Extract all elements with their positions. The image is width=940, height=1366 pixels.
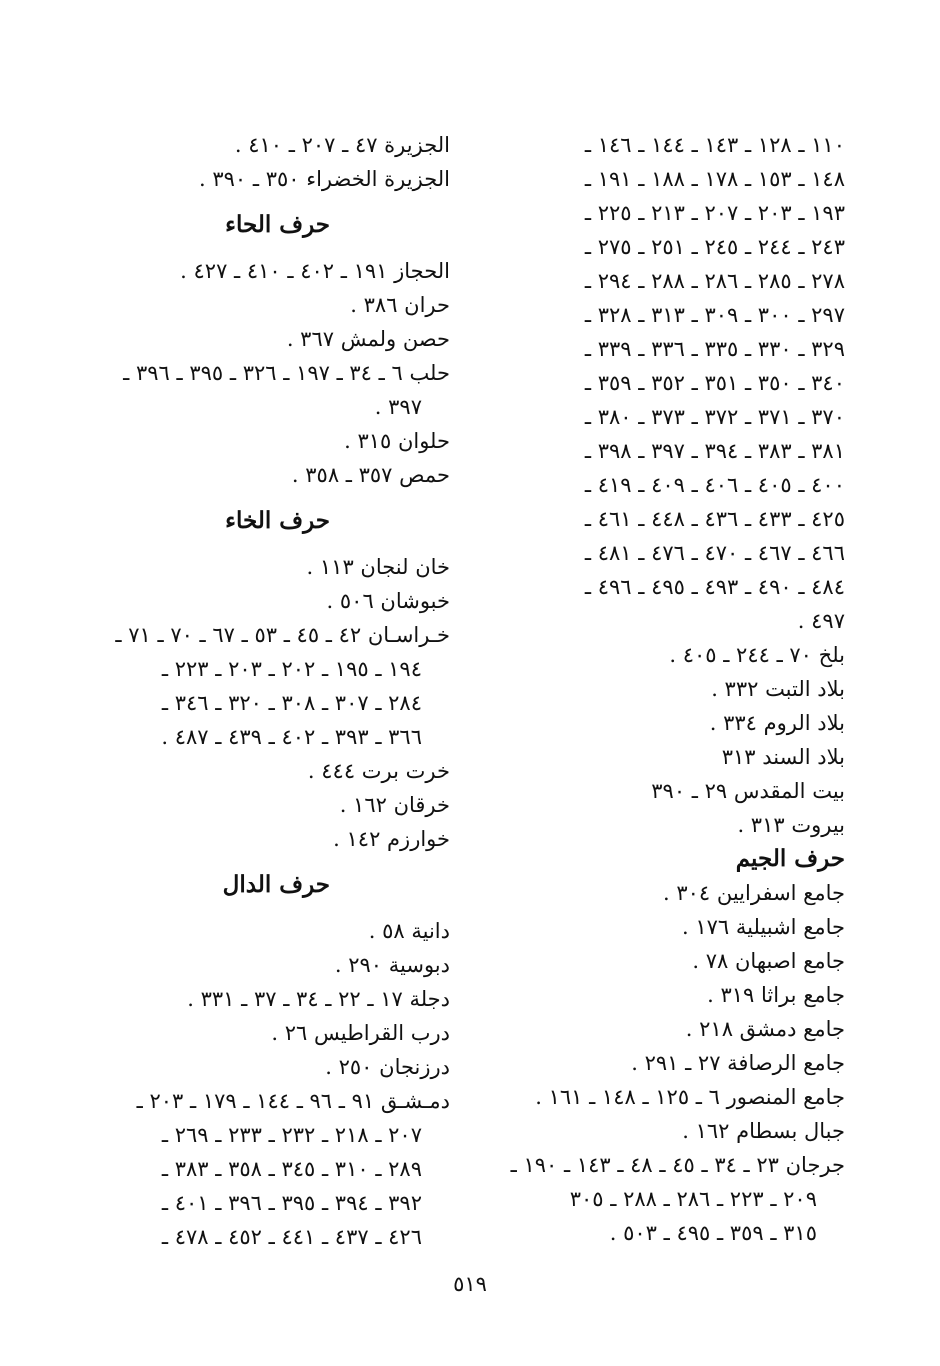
index-entry: جامع المنصور ٦ ـ ١٢٥ ـ ١٤٨ ـ ١٦١ .: [535, 1085, 845, 1109]
index-entry: جامع اسفرايين ٣٠٤ .: [662, 881, 845, 905]
index-entry: درزنجان ٢٥٠ .: [325, 1055, 450, 1079]
page-number: ٥١٩: [453, 1272, 487, 1296]
index-entry: دمـشـق ٩١ ـ ٩٦ ـ ١٤٤ ـ ١٧٩ ـ ٢٠٣ ـ: [136, 1089, 450, 1113]
index-entry-continuation: ١١٠ ـ ١٢٨ ـ ١٤٣ ـ ١٤٤ ـ ١٤٦ ـ: [584, 133, 845, 157]
index-entry-continuation: ٢٩٧ ـ ٣٠٠ ـ ٣٠٩ ـ ٣١٣ ـ ٣٢٨ ـ: [584, 303, 845, 327]
index-entry-continuation: ٤٢٥ ـ ٤٣٣ ـ ٤٣٦ ـ ٤٤٨ ـ ٤٦١ ـ: [584, 507, 845, 531]
index-column-left: [90, 128, 450, 1254]
index-entry: بيت المقدس ٢٩ ـ ٣٩٠: [651, 779, 845, 803]
section-heading-dal: حرف الدال: [222, 871, 330, 898]
index-column-right: [485, 128, 845, 1250]
index-entry: دانية ٥٨ .: [368, 919, 450, 943]
index-entry: الجزيرة ٤٧ ـ ٢٠٧ ـ ٤١٠ .: [234, 133, 450, 157]
index-entry: خرت برت ٤٤٤ .: [307, 759, 450, 783]
index-entry: بلاد السند ٣١٣: [721, 745, 845, 769]
index-entry: جرجان ٢٣ ـ ٣٤ ـ ٤٥ ـ ٤٨ ـ ١٤٣ ـ ١٩٠ ـ: [510, 1153, 845, 1177]
index-entry: خبوشان ٥٠٦ .: [326, 589, 450, 613]
index-entry-continuation: ١٤٨ ـ ١٥٣ ـ ١٧٨ ـ ١٨٨ ـ ١٩١ ـ: [584, 167, 845, 191]
index-entry: دجلة ١٧ ـ ٢٢ ـ ٣٤ ـ ٣٧ ـ ٣٣١ .: [187, 987, 450, 1011]
index-entry: جامع براثا ٣١٩ .: [707, 983, 845, 1007]
index-entry: الحجاز ١٩١ ـ ٤٠٢ ـ ٤١٠ ـ ٤٢٧ .: [180, 259, 450, 283]
index-entry: جامع دمشق ٢١٨ .: [685, 1017, 845, 1041]
index-entry-continuation: ٢٨٤ ـ ٣٠٧ ـ ٣٠٨ ـ ٣٢٠ ـ ٣٤٦ ـ: [161, 691, 422, 715]
index-entry-continuation: ٤٨٤ ـ ٤٩٠ ـ ٤٩٣ ـ ٤٩٥ ـ ٤٩٦ ـ: [584, 575, 845, 599]
index-entry: حلب ٦ ـ ٣٤ ـ ١٩٧ ـ ٣٢٦ ـ ٣٩٥ ـ ٣٩٦ ـ: [123, 361, 450, 385]
index-entry-continuation: ٣١٥ ـ ٣٥٩ ـ ٤٩٥ ـ ٥٠٣ .: [609, 1221, 817, 1245]
index-entry: حمص ٣٥٧ ـ ٣٥٨ .: [291, 463, 450, 487]
index-entry-continuation: ١٩٣ ـ ٢٠٣ ـ ٢٠٧ ـ ٢١٣ ـ ٢٢٥ ـ: [584, 201, 845, 225]
index-entry: جامع اصبهان ٧٨ .: [692, 949, 845, 973]
index-entry-continuation: ٣٦٦ ـ ٣٩٣ ـ ٤٠٢ ـ ٤٣٩ ـ ٤٨٧ .: [161, 725, 422, 749]
index-entry-continuation: ٢٠٧ ـ ٢١٨ ـ ٢٣٢ ـ ٢٣٣ ـ ٢٦٩ ـ: [161, 1123, 422, 1147]
index-entry: بلاد الروم ٣٣٤ .: [709, 711, 845, 735]
index-entry-continuation: ٣٩٧ .: [374, 395, 422, 419]
index-entry: بيروت ٣١٣ .: [737, 813, 845, 837]
index-entry: حصن ولمش ٣٦٧ .: [286, 327, 450, 351]
index-entry: خـراسـان ٤٢ ـ ٤٥ ـ ٥٣ ـ ٦٧ ـ ٧٠ ـ ٧١ ـ: [115, 623, 450, 647]
index-entry: خان لنجان ١١٣ .: [306, 555, 450, 579]
index-entry-continuation: ٤٢٦ ـ ٤٣٧ ـ ٤٤١ ـ ٤٥٢ ـ ٤٧٨ ـ: [161, 1225, 422, 1249]
index-entry: جامع اشبيلية ١٧٦ .: [681, 915, 845, 939]
index-entry-continuation: ٤٩٧ .: [797, 609, 845, 633]
section-heading-kha: حرف الخاء: [225, 507, 330, 534]
section-heading-ha: حرف الحاء: [225, 211, 330, 238]
index-entry-continuation: ٣٨١ ـ ٣٨٣ ـ ٣٩٤ ـ ٣٩٧ ـ ٣٩٨ ـ: [584, 439, 845, 463]
index-entry-continuation: ٣٤٠ ـ ٣٥٠ ـ ٣٥١ ـ ٣٥٢ ـ ٣٥٩ ـ: [584, 371, 845, 395]
section-heading-jim: حرف الجيم: [735, 845, 845, 872]
index-entry-continuation: ٢٤٣ ـ ٢٤٤ ـ ٢٤٥ ـ ٢٥١ ـ ٢٧٥ ـ: [584, 235, 845, 259]
index-entry-continuation: ٤٦٦ ـ ٤٦٧ ـ ٤٧٠ ـ ٤٧٦ ـ ٤٨١ ـ: [584, 541, 845, 565]
index-entry: بلاد التبت ٣٣٢ .: [711, 677, 845, 701]
index-entry: جبال بسطام ١٦٢ .: [682, 1119, 845, 1143]
index-entry: حران ٣٨٦ .: [350, 293, 450, 317]
index-entry-continuation: ٣٧٠ ـ ٣٧١ ـ ٣٧٢ ـ ٣٧٣ ـ ٣٨٠ ـ: [584, 405, 845, 429]
index-entry-continuation: ١٩٤ ـ ١٩٥ ـ ٢٠٢ ـ ٢٠٣ ـ ٢٢٣ ـ: [161, 657, 422, 681]
index-entry-continuation: ٣٢٩ ـ ٣٣٠ ـ ٣٣٥ ـ ٣٣٦ ـ ٣٣٩ ـ: [584, 337, 845, 361]
index-entry: درب القراطيس ٢٦ .: [271, 1021, 450, 1045]
index-entry: حلوان ٣١٥ .: [344, 429, 450, 453]
index-entry-continuation: ٣٩٢ ـ ٣٩٤ ـ ٣٩٥ ـ ٣٩٦ ـ ٤٠١ ـ: [161, 1191, 422, 1215]
index-entry-continuation: ٢٧٨ ـ ٢٨٥ ـ ٢٨٦ ـ ٢٨٨ ـ ٢٩٤ ـ: [584, 269, 845, 293]
index-entry: خرقان ١٦٢ .: [339, 793, 450, 817]
index-entry: جامع الرصافة ٢٧ ـ ٢٩١ .: [631, 1051, 845, 1075]
index-entry: دبوسية ٢٩٠ .: [334, 953, 450, 977]
index-entry: خوارزم ١٤٢ .: [333, 827, 450, 851]
index-entry-continuation: ٤٠٠ ـ ٤٠٥ ـ ٤٠٦ ـ ٤٠٩ ـ ٤١٩ ـ: [584, 473, 845, 497]
index-entry-continuation: ٢٨٩ ـ ٣١٠ ـ ٣٤٥ ـ ٣٥٨ ـ ٣٨٣ ـ: [161, 1157, 422, 1181]
index-entry: بلخ ٧٠ ـ ٢٤٤ ـ ٤٠٥ .: [669, 643, 845, 667]
index-entry-continuation: ٢٠٩ ـ ٢٢٣ ـ ٢٨٦ ـ ٢٨٨ ـ ٣٠٥: [569, 1187, 817, 1211]
index-entry: الجزيرة الخضراء ٣٥٠ ـ ٣٩٠ .: [198, 167, 450, 191]
